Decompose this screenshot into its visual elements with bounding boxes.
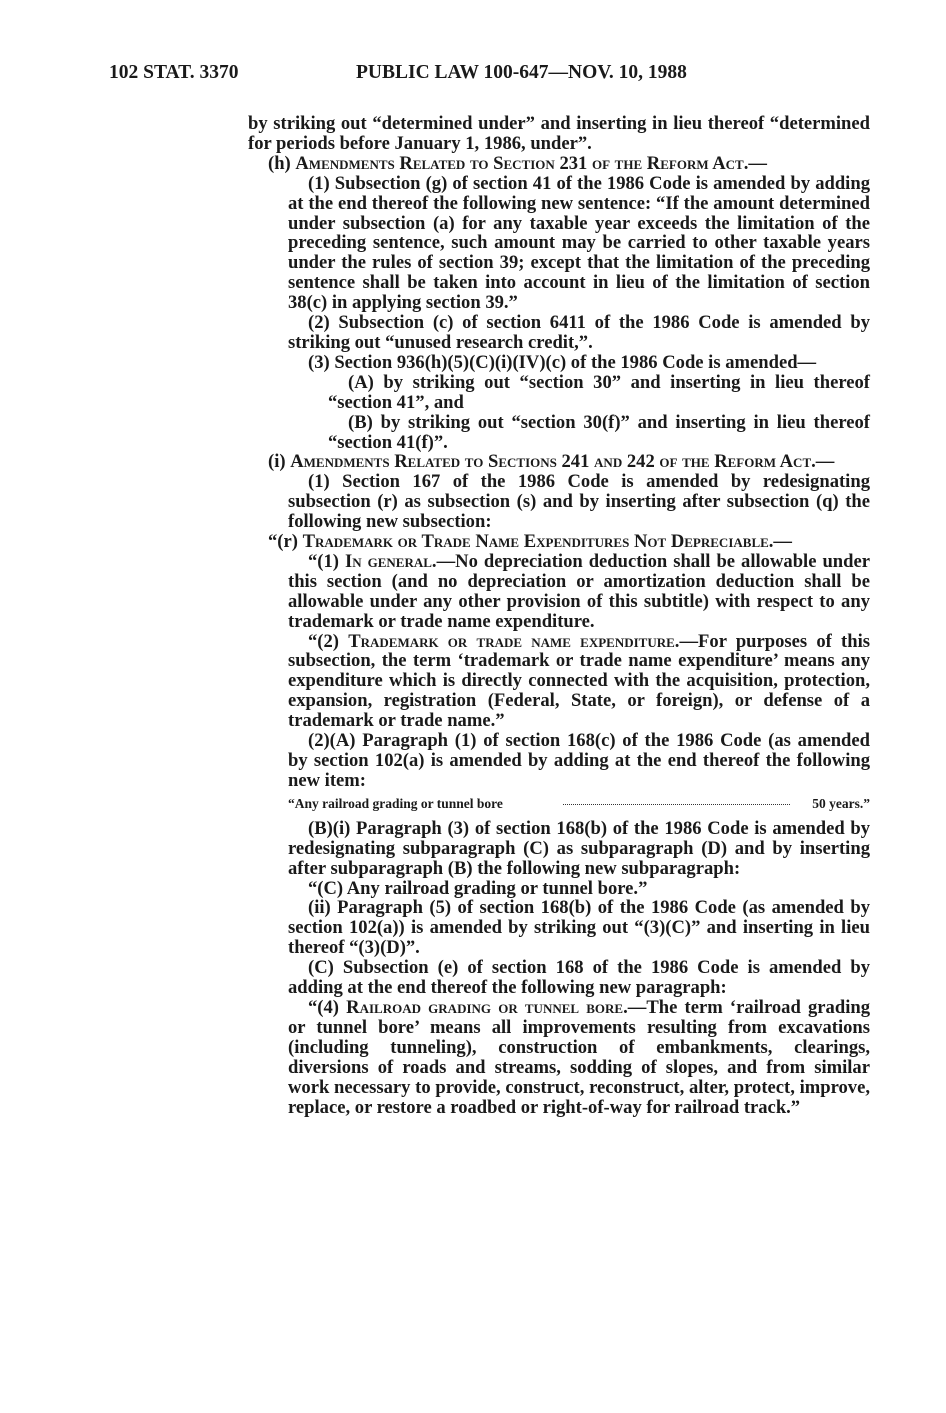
quoted-subparagraph-c: “(C) Any railroad grading or tunnel bore.”: [308, 877, 648, 899]
subsection-i-paragraph-2b-ii: (ii) Paragraph (5) of section 168(b) of the 1986 Code (as amended by section 102(a)) is amended by striking out “(3)(C)” and inserting in lieu thereof “(3)(D)”.: [288, 897, 870, 959]
new-paragraph-4: [248, 998, 870, 1117]
new-subsection-r-paragraph-2: [248, 632, 870, 732]
p4-enum: “(4): [308, 996, 347, 1018]
subsection-h-paragraph-2: (2) Subsection (c) of section 6411 of the 1986 Code is amended by striking out “unused research credit,”.: [288, 312, 870, 353]
public-law-title: PUBLIC LAW 100-647—NOV. 10, 1988: [356, 62, 687, 83]
table-item-value: 50 years.”: [806, 793, 870, 815]
table-item-label: “Any railroad grading or tunnel bore: [288, 793, 509, 815]
r2-enum: “(2): [308, 630, 349, 652]
subsection-i-paragraph-2c: (C) Subsection (e) of section 168 of the 1986 Code is amended by adding at the end thereof the following new paragraph:: [288, 957, 870, 999]
subsection-h-enum: (h): [268, 152, 296, 174]
subsection-i-enum: (i): [268, 451, 291, 473]
r1-enum: “(1): [308, 550, 345, 572]
paragraph-continuation: by striking out “determined under” and inserting in lieu thereof “determined for periods before January 1, 1986, under”.: [248, 113, 870, 154]
p4-heading: Railroad grading or tunnel bore.: [346, 996, 628, 1018]
subsection-h-paragraph-3-a: (A) by striking out “section 30” and inserting in lieu thereof “section 41”, and: [328, 371, 870, 413]
dot-leader: [563, 804, 790, 805]
subsection-i-paragraph-2b-i: (B)(i) Paragraph (3) of section 168(b) of the 1986 Code is amended by redesignating subparagraph (C) as subparagraph (D) and by inserting after subparagraph (B) the following new subparagraph:: [288, 817, 870, 879]
new-subsection-r-heading: [248, 532, 870, 552]
new-subsection-r-enum: “(r): [268, 531, 303, 553]
subsection-i-paragraph-1: (1) Section 167 of the 1986 Code is amended by redesignating subsection (r) as subsection (s) and by inserting after subsection (q) the following new subsection:: [288, 471, 870, 533]
stat-page-reference: 102 STAT. 3370: [109, 62, 239, 83]
subsection-i-title: Amendments Related to Sections 241 and 242 of the Reform Act.—: [290, 451, 835, 473]
r1-text: —No depreciation deduction shall be allowable under this section (and no depreciation or amortization deduction shall be allowable under any other provision of this subtitle) with respect to any trademark or trade name expenditure.: [288, 550, 870, 632]
subsection-h-paragraph-3-b: (B) by striking out “section 30(f)” and inserting in lieu thereof “section 41(f)”.: [328, 411, 870, 453]
subsection-h-title: Amendments Related to Section 231 of the Reform Act.—: [295, 152, 767, 174]
subsection-h-paragraph-3: (3) Section 936(h)(5)(C)(i)(IV)(c) of the 1986 Code is amended—: [308, 351, 817, 373]
subsection-i-paragraph-2a: (2)(A) Paragraph (1) of section 168(c) of the 1986 Code (as amended by section 102(a) is amended by adding at the end thereof the following new item:: [288, 730, 870, 791]
table-item-line: [288, 793, 870, 815]
subsection-h-paragraph-1: (1) Subsection (g) of section 41 of the 1986 Code is amended by adding at the end thereof the following new sentence: “If the amount determined under subsection (a) for any taxable year exceeds the limitation of the preceding sentence, such amount may be carried to other taxable years under the rules of section 39; except that the limitation of the preceding sentence shall be taken into account in lieu of the limitation of section 38(c) in applying section 39.”: [288, 172, 870, 314]
p4-text: —The term ‘railroad grading or tunnel bore’ means all improvements resulting from excavations (including tunneling), construction of embankments, clearings, diversions of roads and streams, sodding of slopes, and from similar work necessary to provide, construct, reconstruct, alter, protect, improve, replace, or restore a roadbed or right-of-way for railroad track.”: [288, 996, 870, 1118]
new-subsection-r-paragraph-1: [248, 552, 870, 632]
page-header: [0, 62, 946, 92]
r2-text: —For purposes of this subsection, the term ‘trademark or trade name expenditure’ means any expenditure which is directly connected with the acquisition, protection, expansion, registration (Federal, State, or foreign), or defense of a trademark or trade name.”: [288, 630, 870, 732]
statute-text: [248, 114, 870, 1117]
r1-heading: In general.: [344, 550, 437, 572]
subsection-i-heading: [248, 452, 870, 472]
r2-heading: Trademark or trade name expenditure.: [348, 630, 680, 652]
new-subsection-r-title: Trademark or Trade Name Expenditures Not Depreciable.—: [302, 531, 793, 553]
subsection-h-heading: [248, 154, 870, 174]
